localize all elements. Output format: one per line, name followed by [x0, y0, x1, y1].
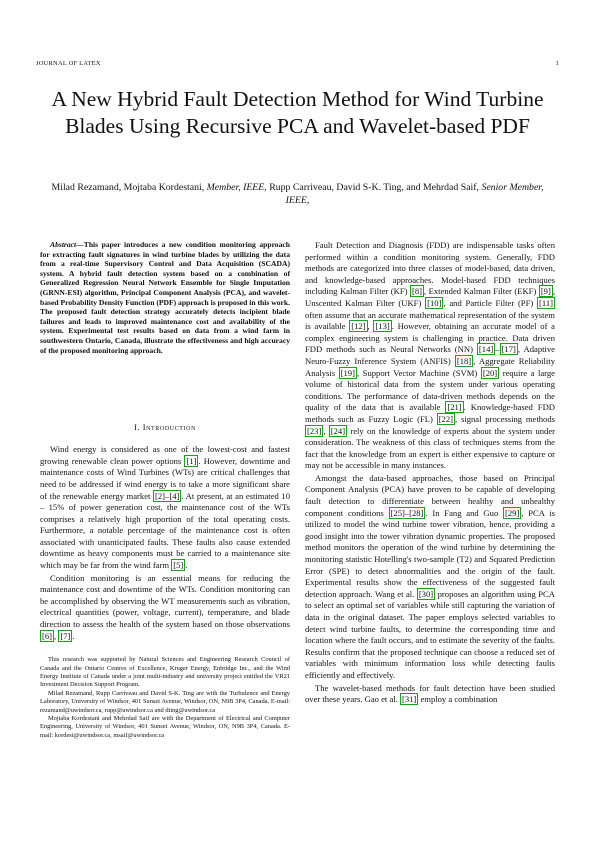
paragraph-text: –: [495, 344, 500, 355]
citation-link[interactable]: [8]: [411, 286, 422, 297]
paragraph-text: , PCA is utilized to model the wind turbine tower vibration, hence, providing a good insight into the tower vibration dynamic properties. The proposed method monitors the operation of the wind turbine by determining the monitoring statistic Hotelling's two-sample (T2) and Squared Prediction Error (SPE) to detect abnormalities and the origin of the fault. Experimental results show the effectiveness of the suggested fault detection approach. Wang et al.: [305, 507, 556, 599]
paragraph-text: , Extended Kalman Filter (EKF): [423, 286, 539, 297]
citation-link[interactable]: [24]: [330, 425, 346, 436]
citation-link[interactable]: [25]–[28]: [390, 507, 424, 518]
body-paragraph: [305, 473, 555, 682]
citation-link[interactable]: [29]: [505, 507, 520, 518]
citation-link[interactable]: [18]: [456, 355, 472, 366]
author-names-2: Rupp Carriveau, David S-K. Ting, and Mehrdad Saif,: [269, 182, 479, 193]
page-number: 1: [555, 60, 559, 67]
citation-link[interactable]: [6]: [42, 630, 53, 641]
paragraph-text: employ a combination: [418, 694, 498, 705]
paragraph-text: ,: [54, 630, 59, 641]
paragraph-text: , signal processing methods: [455, 413, 555, 424]
citation-link[interactable]: [1]: [186, 455, 197, 466]
footnote: Milad Rezamand, Rupp Carriveau and David S-K. Ting are with the Turbulence and Energy Laboratory, University of Windsor, 401 Sunset Avenue, Windsor, ON, N9B 3P4, Canada. E-mail: rezamand@uwindsor.ca, rupp@uwindsor.ca and dting@uwindsor.ca: [40, 689, 290, 714]
paragraph-text: . At present, at an estimated 10 – 15% of power generation cost, the maintenance cost of the WTs comprises a relatively high proportion of the total operating costs. Furthermore, a notable percentage of the maintenance cost is often associated with unanticipated faults. These faults also cause extended downtime as heavy components must be carried to a maintenance site which may be far from the wind farm: [40, 490, 290, 571]
citation-link[interactable]: [7]: [60, 630, 71, 641]
paragraph-text: ,: [323, 425, 329, 436]
paragraph-text: Fault Detection and Diagnosis (FDD) are indispensable tasks often performed within a condition monitoring system. Generally, FDD methods are categorized into three classes of model-based, data driven, and knowledge-based approaches. Model-based FDD techniques including Kalman Filter (KF): [305, 240, 555, 297]
paragraph-text: . Knowledge-based FDD methods such as Fuzzy Logic (FL): [305, 402, 555, 424]
right-column: [305, 240, 555, 706]
running-head: [36, 60, 559, 67]
author-names: Milad Rezamand, Mojtaba Kordestani,: [51, 182, 205, 193]
footnotes: [40, 656, 290, 740]
abstract-label: Abstract: [50, 240, 77, 249]
paragraph-text: Condition monitoring is an essential means for reducing the maintenance cost and downtime of the WTs. Condition monitoring can be accomplished by observing the WT measurements such as vibration, electrical quantities (power, voltage, current), temperature, and blade direction to assess the health of the system based on those observations: [40, 572, 290, 630]
citation-link[interactable]: [22]: [438, 413, 454, 424]
paragraph-text: The wavelet-based methods for fault detection have been studied over these years. Gao et al.: [305, 682, 555, 705]
member-affiliation: Member, IEEE,: [206, 182, 267, 193]
citation-link[interactable]: [5]: [173, 560, 184, 571]
body-paragraph: [40, 573, 290, 643]
paragraph-text: . In Fang and Guo: [425, 507, 504, 518]
author-list: [40, 181, 555, 207]
abstract: [40, 240, 290, 355]
senior-member-affiliation: Senior Member, IEEE,: [285, 182, 544, 206]
left-column: [40, 240, 290, 740]
citation-link[interactable]: [14]: [478, 344, 494, 355]
paragraph-text: . However, downtime and maintenance costs of Wind Turbines (WTs) are critical challenges that need to be addressed if wind energy is to take a more significant share of the renewable energy market: [40, 455, 290, 501]
citation-link[interactable]: [9]: [540, 286, 551, 297]
citation-link[interactable]: [21]: [447, 402, 462, 413]
paragraph-text: , and Particle Filter (PF): [443, 297, 538, 308]
paragraph-text: , Adaptive Neuro-Fuzzy Inference System (ANFIS): [305, 344, 555, 366]
paragraph-text: often assume that an accurate mathematical representation of the system is available: [305, 309, 555, 332]
left-body-text: [40, 444, 290, 642]
paragraph-text: .: [185, 560, 188, 571]
paragraph-text: proposes an algorithm using PCA to select an optimal set of variables while still capturing the variation of data in the original dataset. The paper employs selected variables to detect wind turbine faults, to determine the corresponding time and location where the fault occurs, and to estimate the severity of the faults. Results confirm that the proposed technique can choose a reduced set of variables with minimum information loss while detecting faults efficiently and effectively.: [305, 588, 555, 680]
paragraph-text: , Aggregate Reliability Analysis: [305, 355, 555, 378]
paper-title: A New Hybrid Fault Detection Method for Wind Turbine Blades Using Recursive PCA and Wavelet-based PDF: [51, 87, 544, 138]
paragraph-text: . However, obtaining an accurate model of a complex engineering system is challenging in practice. Data driven FDD methods such as Neural Networks (NN): [305, 321, 555, 355]
paragraph-text: Wind energy is considered as one of the lowest-cost and fastest growing renewable clean power options: [40, 444, 290, 466]
citation-link[interactable]: [19]: [340, 367, 355, 378]
paragraph-text: rely on the knowledge of experts about the system under consideration. The weakness of this class of techniques stems from the fact that the knowledge from an expert is either expensive to capture or may not be accessible in many instances.: [305, 425, 556, 471]
paragraph-text: Amongst the data-based approaches, those based on Principal Component Analysis (PCA) have proven to be capable of developing fault detection to differentiate between healthy and unhealthy component conditions: [305, 472, 555, 518]
citation-link[interactable]: [10]: [427, 297, 442, 308]
paragraph-text: require a large volume of historical data from the system under various operating conditions. The performance of data-driven methods depends on the quality of the data that is available: [305, 367, 555, 413]
abstract-text: —This paper introduces a new condition monitoring approach for extracting fault signatures in wind turbine blades by utilizing the data from a real-time Supervisory Control and Data Acquisition (SCADA) system. A hybrid fault detection system based on a combination of Generalized Regression Neural Network Ensemble for Single Imputation (GRNN-ESI) algorithm, Principal Component Analysis (PCA), and wavelet-based Probability Density Function (PDF) approach is proposed in this work. The proposed fault detection strategy accurately detects incipient blade failures and leads to improved maintenance cost and availability of the system. Experimental test results based on data from a wind farm in southwestern Ontario, Canada, illustrate the effectiveness and high accuracy of the proposed monitoring approach.: [40, 240, 290, 355]
citation-link[interactable]: [17]: [501, 344, 516, 355]
paragraph-text: , Unscented Kalman Filter (UKF): [305, 286, 555, 308]
paragraph-text: , Support Vector Machine (SVM): [356, 367, 481, 378]
citation-link[interactable]: [30]: [418, 588, 434, 599]
body-paragraph: [305, 683, 555, 706]
citation-link[interactable]: [23]: [307, 425, 322, 436]
citation-link[interactable]: [20]: [482, 367, 498, 378]
citation-link[interactable]: [2]–[4]: [155, 490, 180, 501]
body-paragraph: [305, 240, 555, 472]
footnote: This research was supported by Natural Sciences and Engineering Research Council of Canada and the Ontario Centres of Excellence, Kruger Energy, Enbridge Inc., and the Wind Energy Institute of Canada under a joint multi-industry and university project entitled the VR21 Investment Decision Support Program.: [40, 656, 290, 689]
paragraph-text: .: [72, 630, 75, 641]
body-paragraph: [40, 444, 290, 572]
paragraph-text: ,: [367, 321, 374, 332]
section-heading-introduction: I. Introduction: [133, 423, 197, 433]
citation-link[interactable]: [13]: [375, 321, 390, 332]
journal-name: JOURNAL OF LATEX: [36, 60, 101, 67]
citation-link[interactable]: [31]: [401, 694, 417, 705]
footnote: Mojtaba Kordestani and Mehrdad Saif are with the Department of Electrical and Computer Engineering, University of Windsor, 401 Sunset Avenue, Windsor, ON, N9B 3P4, Canada. E-mail: kordest@uwindsor.ca, msaif@uwindsor.ca: [40, 715, 290, 739]
citation-link[interactable]: [12]: [351, 321, 366, 332]
right-body-text: [305, 240, 555, 706]
citation-link[interactable]: [11]: [539, 297, 554, 308]
